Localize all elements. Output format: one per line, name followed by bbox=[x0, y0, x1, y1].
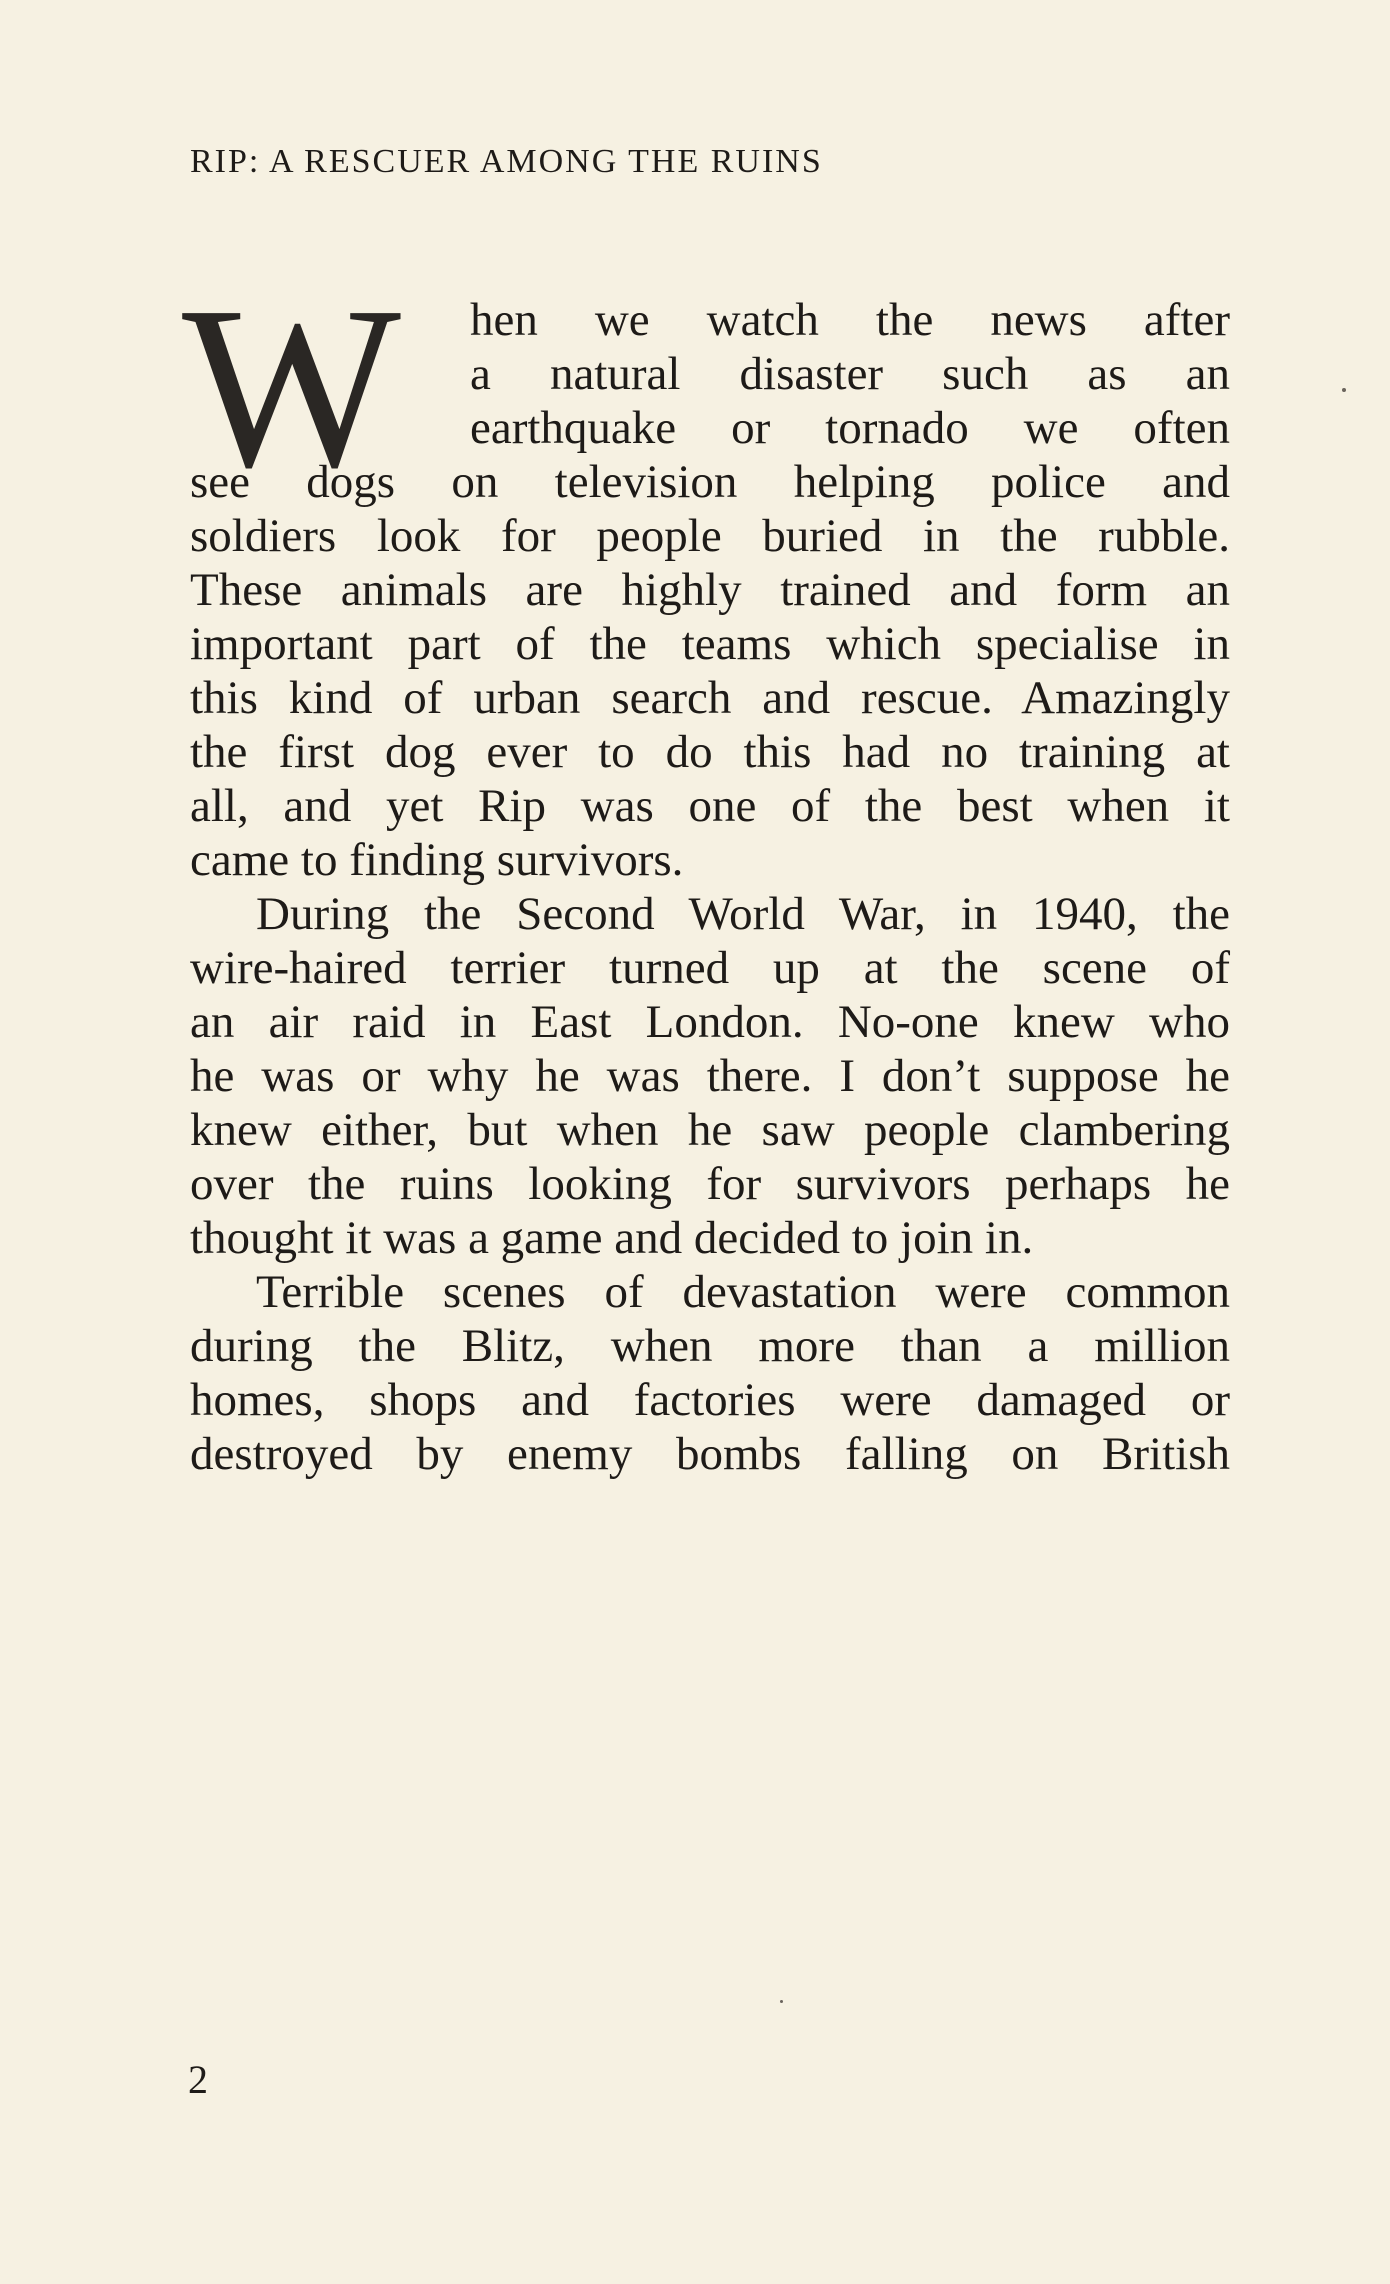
text-line: These animals are highly trained and form an bbox=[190, 564, 1230, 616]
text-line: all, and yet Rip was one of the best when it bbox=[190, 780, 1230, 832]
text-line: hen we watch the news after bbox=[470, 294, 1230, 346]
running-head: RIP: A RESCUER AMONG THE RUINS bbox=[190, 143, 823, 180]
drop-cap: W bbox=[182, 259, 401, 516]
text-line: he was or why he was there. I don’t suppose he bbox=[190, 1050, 1230, 1102]
text-line: wire-haired terrier turned up at the scene of bbox=[190, 942, 1230, 994]
text-line: a natural disaster such as an bbox=[470, 348, 1230, 400]
text-line: this kind of urban search and rescue. Amazingly bbox=[190, 672, 1230, 724]
paper-speck bbox=[780, 2000, 783, 2003]
text-line: earthquake or tornado we often bbox=[470, 402, 1230, 454]
text-line: knew either, but when he saw people clambering bbox=[190, 1104, 1230, 1156]
text-line: destroyed by enemy bombs falling on British bbox=[190, 1428, 1230, 1480]
text-line: important part of the teams which specialise in bbox=[190, 618, 1230, 670]
text-line: the first dog ever to do this had no training at bbox=[190, 726, 1230, 778]
text-line: thought it was a game and decided to join in. bbox=[190, 1212, 1034, 1264]
text-line: during the Blitz, when more than a million bbox=[190, 1320, 1230, 1372]
text-line: an air raid in East London. No-one knew who bbox=[190, 996, 1230, 1048]
text-line: soldiers look for people buried in the rubble. bbox=[190, 510, 1230, 562]
text-line: see dogs on television helping police and bbox=[190, 456, 1230, 508]
page-number: 2 bbox=[188, 2057, 208, 2102]
text-line: came to finding survivors. bbox=[190, 834, 684, 886]
text-line: homes, shops and factories were damaged or bbox=[190, 1374, 1230, 1426]
text-line: Terrible scenes of devastation were common bbox=[256, 1266, 1230, 1318]
text-line: over the ruins looking for survivors perhaps he bbox=[190, 1158, 1230, 1210]
text-line: During the Second World War, in 1940, the bbox=[256, 888, 1230, 940]
paper-speck bbox=[1342, 388, 1346, 392]
